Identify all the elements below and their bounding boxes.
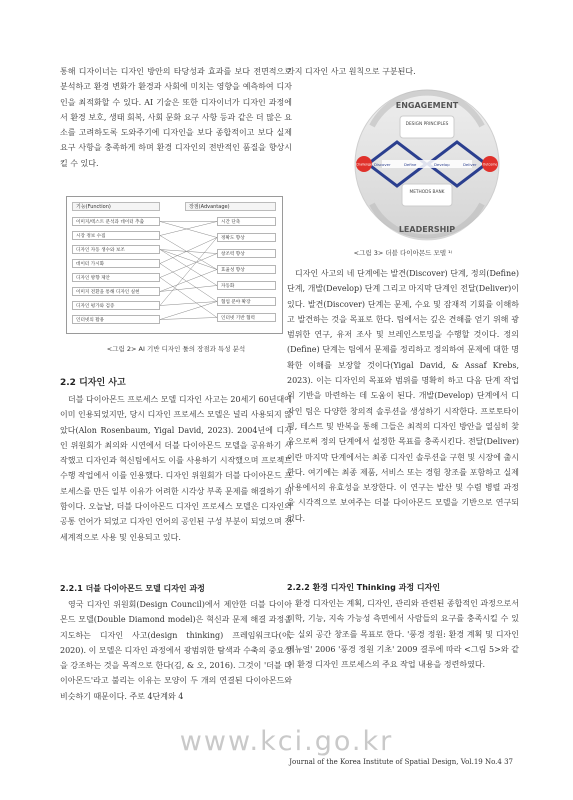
connector-line <box>160 278 217 318</box>
watermark: www.kci.go.kr <box>179 726 394 757</box>
connector-line <box>160 270 217 292</box>
advantage-header: 장점(Advantage) <box>185 202 276 211</box>
advantage-item: 시간 단축 <box>217 217 276 226</box>
page-footer: Journal of the Korea Institute of Spatial Design, Vol.19 No.4 37 <box>289 758 513 766</box>
connector-line <box>160 222 217 236</box>
connector-line <box>160 302 217 306</box>
connector-line <box>160 318 217 320</box>
stage-deliver: Deliver <box>463 162 477 167</box>
body-paragraph: 더블 다이아몬드 프로세스 모델 디자인 사고는 20세기 60년대에 이미 인용되었지만, 당시 디자인 프로세스 모델은 널리 사용되지 않았다(Alon Rosenbaum, Yigal David, 2023). 2004년에 디자인 위원회가 최의와 시연에서 더블 다이아몬드 모델을 공유하기 시작했고 디자인과 혁신팀에서도 이를 사용하기 시작했으며 프로젝트 수행 작업에서 이를 인용했다. 디자인 위원회가 더블 다이아몬드 프로세스를 만든 일부 이유가 어려한 시각상 부족 문제를 해결하기 위함이다. 오늘날, 더블 다이아몬드 디자인 프로세스 모델은 디자인의 공통 언어가 되었고 디자인 언어의 공인된 구성 부분이 되었으며 전 세계적으로 사용 및 인용되고 있다. <box>60 395 292 542</box>
connector-line <box>160 250 217 286</box>
function-item: 디자인 평가와 검증 <box>72 301 160 310</box>
stage-develop: Develop <box>434 162 450 167</box>
advantage-item: 창조력 향상 <box>217 249 276 258</box>
connector-line <box>160 264 217 302</box>
function-item: 디자인 자동 생수와 보조 <box>72 245 160 254</box>
function-item: 이미지 전환을 통해 디자인 실현 <box>72 287 160 296</box>
section-heading-2-2-1: 2.2.1 더블 다이아몬드 모델 디자인 과정 <box>60 584 205 593</box>
body-paragraph: 가지 디자인 사고 원칙으로 구분된다. <box>287 67 416 76</box>
leadership-label: LEADERSHIP <box>398 225 456 234</box>
body-paragraph: 디자인 사고의 네 단계에는 발견(Discover) 단계, 정의(Define) 단계, 개발(Develop) 단계 그리고 마지막 단계인 전달(Deliver)이 있다. 발견(Discover) 단계는 문제, 수요 및 잠재적 기회를 이해하고 발견하는 것을 목표로 한다. 팀에서는 깊은 견해를 얻기 위해 광범위한 연구, 유저 조사 및 브레인스토밍을 수행할 것이다. 정의(Define) 단계는 팀에서 문제를 정리하고 정의하여 문제에 대한 명확한 이해를 보장할 것이다(Yigal David, & Assaf Krebs, 2023). 이는 디자인의 목표와 범위를 명확히 하고 다음 단계 작업의 기반을 마련하는 데 도움이 된다. 개발(Develop) 단계에서 디자인 팀은 다양한 창의적 솔루션을 생성하기 시작한다. 프로토타이핑, 테스트 및 반복을 통해 그들은 최적의 디자인 방안을 열심히 찾음으로써 정의 단계에서 설정한 목표를 충족시킨다. 전달(Deliver)이란 마지막 단계에서는 최종 디자인 솔루션을 구현 및 시장에 출시한다. 여기에는 최종 제품, 서비스 또는 경험 창조를 포함하고 실제 사용에서의 유효성을 보장한다. 이 연구는 발산 및 수렴 병렬 과정을 시각적으로 보여주는 더블 다이아몬드 모델을 기반으로 연구되었다. <box>287 269 519 523</box>
design-principles-label: DESIGN PRINCIPLES <box>405 122 449 127</box>
function-item: 디자인 방향 제안 <box>72 273 160 282</box>
outcome-label: Outcome <box>482 162 498 167</box>
body-paragraph: 통해 디자이너는 디자인 방안의 타당성과 효과를 보다 전면적으로 분석하고 환경 변화가 환경과 사회에 미치는 영향을 예측하여 디자인을 최적화할 수 있다. AI 기술은 또한 디자이너가 디자인 과정에서 환경 보호, 생태 회복, 사회 문화 요구 사항 등과 같은 더 많은 요소를 고려하도록 도와주기에 디자인을 보다 종합적이고 보다 실제 요구 사항을 충족하게 하며 환경 디자인의 전반적인 품질을 향상시킬 수 있다. <box>60 67 292 168</box>
figure-3-double-diamond <box>352 86 502 242</box>
section-heading-2-2-2: 2.2.2 환경 디자인 Thinking 과정 디자인 <box>287 583 441 592</box>
function-item: 이미지/텍스트 분석과 데이터 추출 <box>72 217 160 226</box>
function-item: 인터넷의 활용 <box>72 315 160 324</box>
connector-line <box>160 238 217 306</box>
figure-3-caption: <그림 3> 더블 다이아몬드 모델 ¹⁾ <box>353 249 453 257</box>
engagement-label: ENGAGEMENT <box>395 101 459 110</box>
advantage-item: 협업 분야 확장 <box>217 297 276 306</box>
function-item: 시장 정보 수집 <box>72 231 160 240</box>
figure-2-caption: <그림 2> AI 기반 디자인 툴의 장점과 특성 분석 <box>106 345 246 353</box>
body-paragraph: 영국 디자인 위원회(Design Council)에서 제안한 더블 다이아몬드 모델(Double Diamond model)은 혁신과 문제 해결 과정을 지도하는 디자인 사고(design thinking) 프레임워크다(이, 2020). 이 모델은 디자인 과정에서 광범위한 탐색과 수축의 중요성을 강조하는 것을 목적으로 한다(김, & 오, 2016). 그것이 '더블 다이아몬드'라고 불리는 이유는 모양이 두 개의 연결된 다이아몬드와 비슷하기 때문이다. 주로 4단계와 4 <box>60 600 292 701</box>
connector-line <box>160 222 217 238</box>
function-header: 기능(Function) <box>72 202 160 211</box>
challenge-label: Challenge <box>356 162 372 167</box>
advantage-item: 인터넷 기반 협력 <box>217 313 276 322</box>
connector-line <box>160 254 217 278</box>
methods-bank-label: METHODS BANK <box>409 190 445 195</box>
connector-line <box>160 302 217 320</box>
connector-line <box>160 250 217 254</box>
advantage-item: 자동화 <box>217 281 276 290</box>
section-heading-2-2: 2.2 디자인 사고 <box>60 378 126 388</box>
figure-2 <box>66 196 283 334</box>
function-item: 데이터 가시화 <box>72 259 160 268</box>
body-paragraph: 환경 디자인는 계획, 디자인, 관리와 관련된 종합적인 과정으로서 미학, 기능, 지속 가능성 측면에서 사람들의 요구를 충족시킬 수 있는 실외 공간 창조를 목표로 한다. '풍경 정원: 환경 계획 및 디자인 메뉴얼' 2006 '풍경 정원 기초' 2009 결루에 따라 <그림 5>와 같이 환경 디자인 프로세스의 주요 작업 내용을 정련하였다. <box>287 599 519 670</box>
connector-line <box>160 286 217 292</box>
stage-discover: Discover <box>374 162 391 167</box>
stage-define: Define <box>404 162 417 167</box>
advantage-item: 효율성 향상 <box>217 265 276 274</box>
advantage-item: 정확도 향상 <box>217 233 276 242</box>
